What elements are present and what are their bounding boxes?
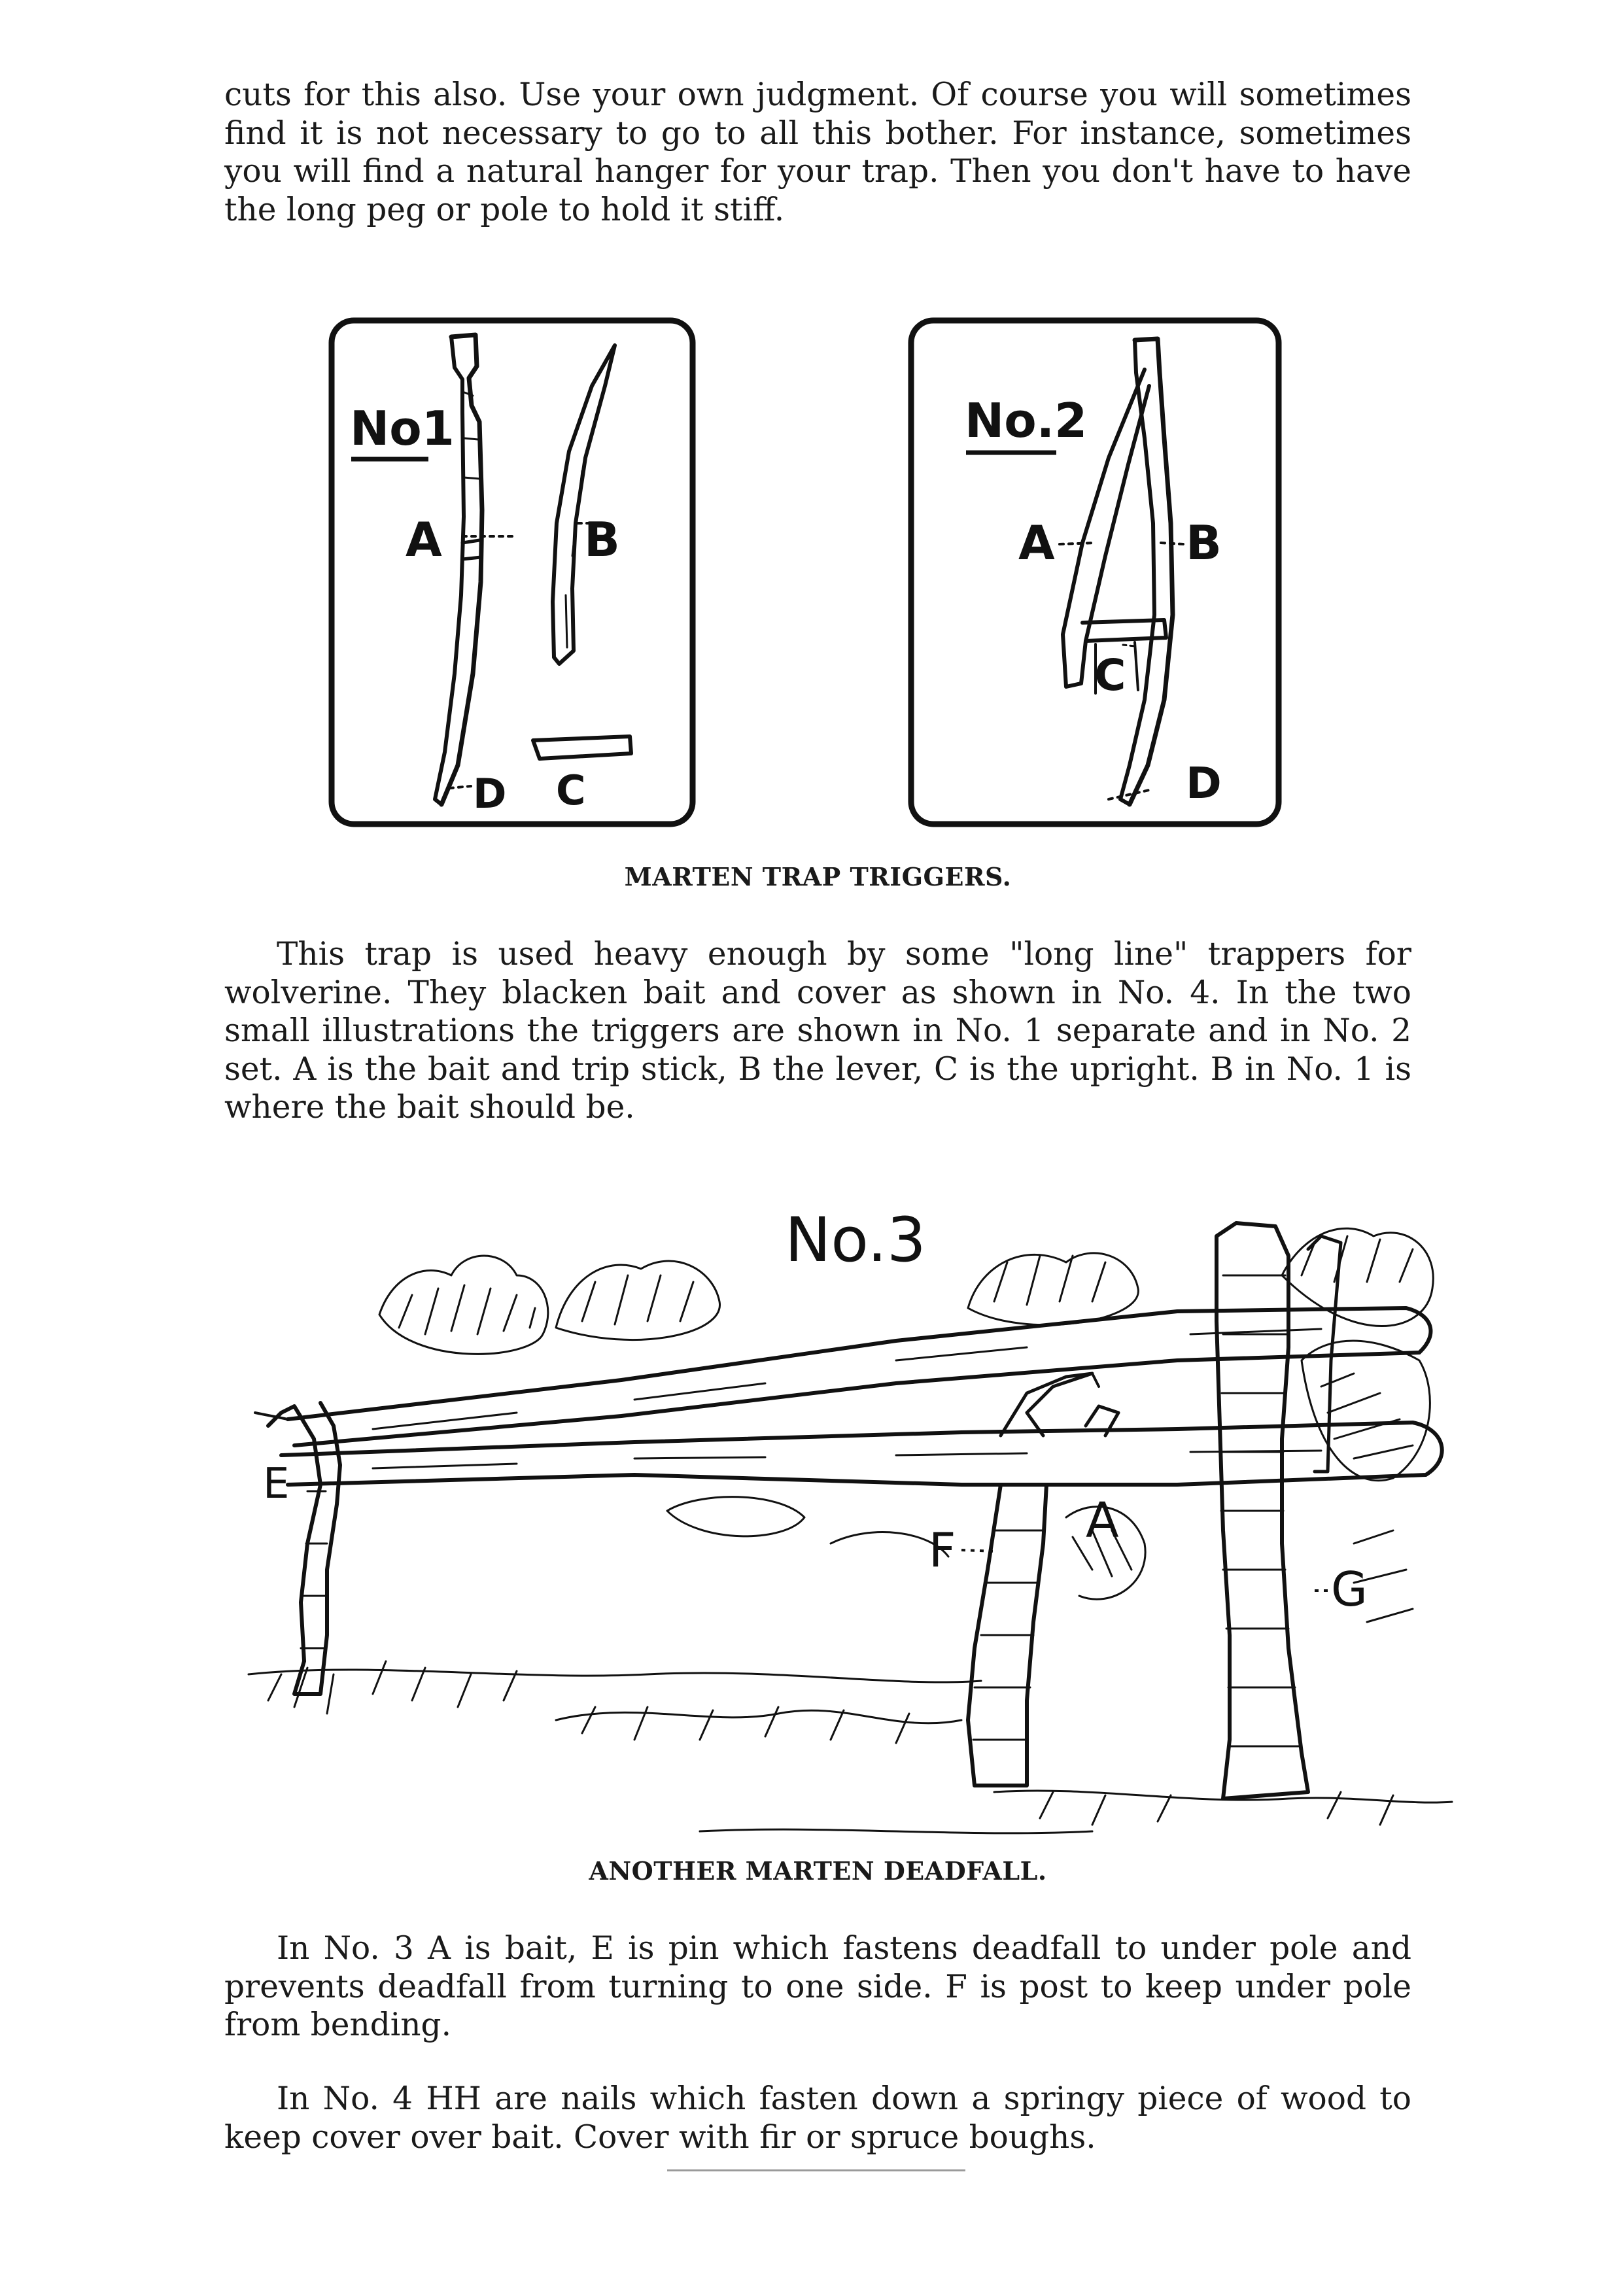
figure-2-label-f: F (929, 1523, 956, 1578)
panel-1-title: No1 (350, 401, 455, 456)
paragraph-triggers: This trap is used heavy enough by some "long line" trappers for wolverine. They blacken bait and cover as shown in No. 4. In the two small illustrations the triggers are shown in No. 1 separate and in No. 2 set. A is the bait and trip stick, B the lever, C is the upright. B in No. 1 is where the bait should be. (224, 936, 1411, 1126)
figure-2-title: No.3 (785, 1205, 926, 1276)
panel-1-label-c: C (556, 767, 586, 814)
figure-2-caption: ANOTHER MARTEN DEADFALL. (589, 1856, 1047, 1886)
panel-1-frame (332, 320, 693, 824)
figure-2-label-g: G (1331, 1562, 1368, 1617)
figure-2-label-e: E (263, 1460, 290, 1508)
deadfall-illustration (242, 1177, 1459, 1851)
paragraph-continuation: cuts for this also. Use your own judgment. Of course you will sometimes find it is not necessary to go to all this bother. For instance, sometimes you will find a natural hanger for your trap. Then you don't have to have the long peg or pole to hold it stiff. (224, 77, 1411, 228)
panel-2-title: No.2 (965, 393, 1088, 448)
panel-2-label-d: D (1186, 758, 1222, 808)
panel-2-label-b: B (1186, 515, 1222, 570)
figure-1-caption: MARTEN TRAP TRIGGERS. (624, 862, 1012, 891)
panel-1-label-a: A (406, 512, 442, 567)
panel-2-label-c: C (1094, 650, 1126, 700)
trigger-illustration (324, 307, 1298, 844)
panel-2-label-a: A (1018, 515, 1055, 570)
paragraph-no4-description: In No. 4 HH are nails which fasten down a springy piece of wood to keep cover over bait. Cover with fir or spruce boughs. (224, 2080, 1411, 2156)
section-divider (667, 2169, 965, 2171)
panel-1-label-b: B (584, 512, 620, 567)
figure-2-label-a: A (1086, 1493, 1119, 1549)
panel-1-label-d: D (473, 770, 507, 818)
paragraph-no3-description: In No. 3 A is bait, E is pin which fastens deadfall to under pole and prevents deadfall from turning to one side. F is post to keep under pole from bending. (224, 1930, 1411, 2043)
